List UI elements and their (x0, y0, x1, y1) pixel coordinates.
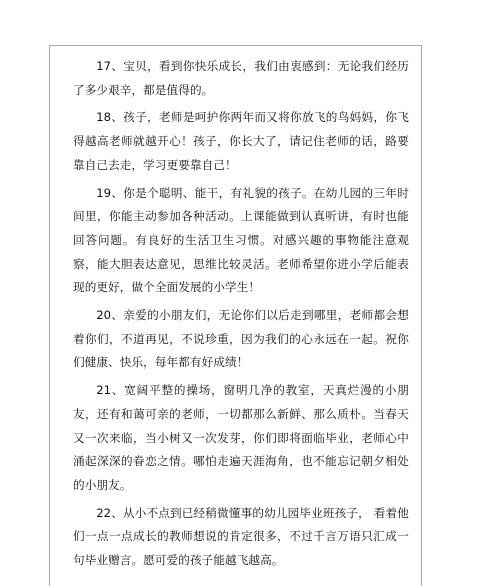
paragraph-17: 17、宝贝，看到你快乐成长，我们由衷感到：无论我们经历了多少艰辛，都是值得的。 (73, 59, 409, 97)
paragraph-21: 21、宽阔平整的操场，窗明几净的教室，天真烂漫的小朋友，还有和蔼可亲的老师，一切都那么新鲜、那么质朴。当春天又一次来临，当小树又一次发芽，你们即将面临毕业，老师心中涌起深深的眷恋之情。哪怕走遍天涯海角，也不能忘记朝夕相处的小朋友。 (73, 383, 409, 492)
paragraph-20: 20、亲爱的小朋友们，无论你们以后走到哪里，老师都会想着你们，不道再见，不说珍重，因为我们的心永远在一起。祝你们健康、快乐，每年都有好成绩！ (73, 308, 409, 370)
document-body (73, 55, 409, 577)
paragraph-18: 18、孩子，老师是呵护你两年而又将你放飞的鸟妈妈，你飞得越高老师就越开心！孩子，你长大了，请记住老师的话，路要靠自己去走，学习更要靠自己！ (73, 110, 409, 172)
document-page (49, 45, 422, 586)
paragraph-22: 22、从小不点到已经稍微懂事的幼儿园毕业班孩子， 看着他们一点一点成长的教师想说的肯定很多，不过千言万语只汇成一句毕业赠言。愿可爱的孩子能越飞越高。 (73, 505, 409, 568)
paragraph-19: 19、你是个聪明、能干，有礼貌的孩子。在幼儿园的三年时间里，你能主动参加各种活动。上课能做到认真听讲，有时也能回答问题。有良好的生活卫生习惯。对感兴趣的事物能注意观察，能大胆表达意见，思维比较灵活。老师希望你进小学后能表现的更好，做个全面发展的小学生！ (73, 185, 409, 295)
